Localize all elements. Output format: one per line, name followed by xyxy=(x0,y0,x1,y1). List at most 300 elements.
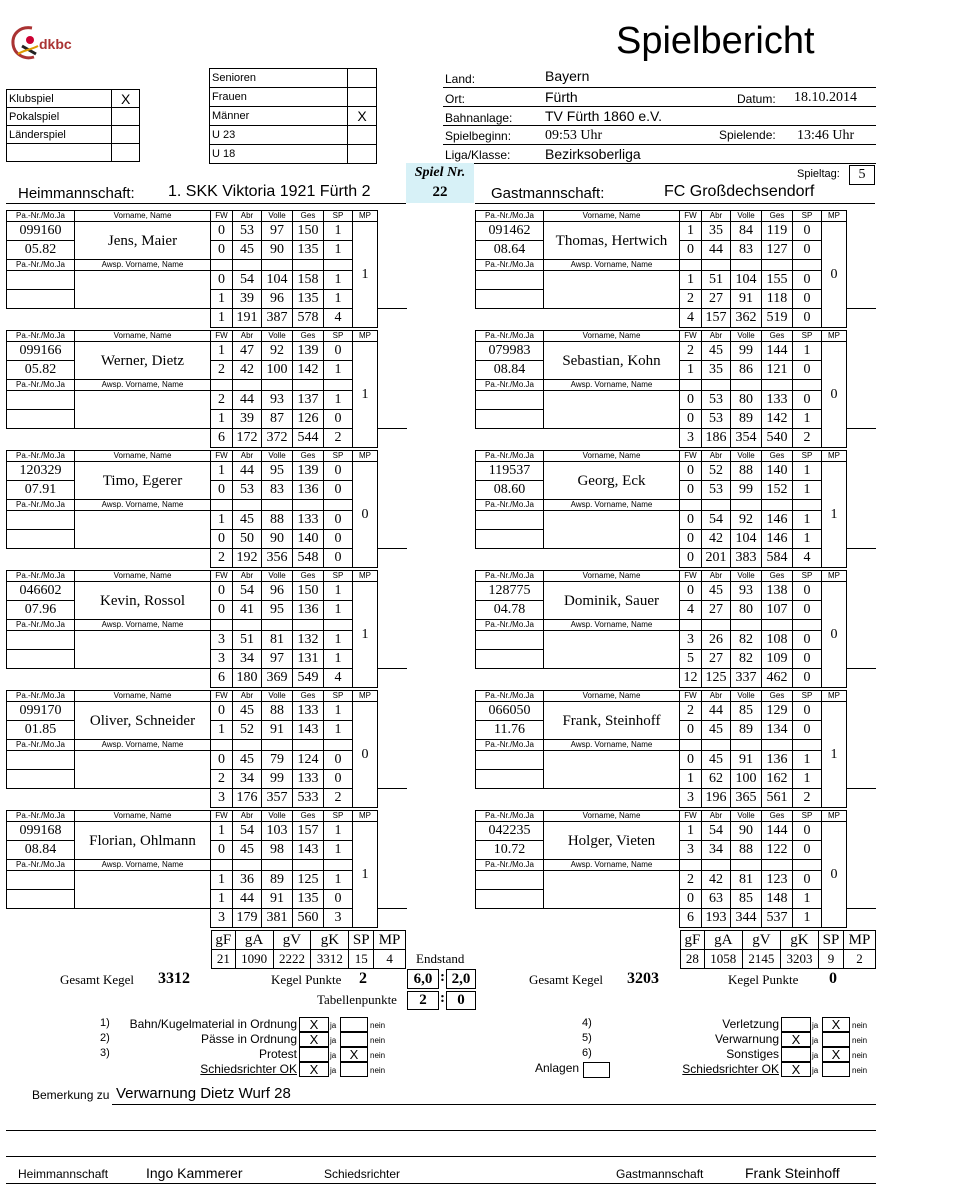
check-ja-label: ja xyxy=(330,1051,337,1060)
check-label: Verwarnung xyxy=(714,1032,779,1046)
match-type-checkbox[interactable]: X xyxy=(112,90,140,108)
col-fw-header: FW xyxy=(680,331,702,342)
throw-value: 140 xyxy=(293,530,324,549)
check-number: 2) xyxy=(100,1032,110,1044)
sub-name-header: Awsp. Vorname, Name xyxy=(544,860,680,871)
logo-text: dkbc xyxy=(39,36,72,52)
total-value: 3 xyxy=(680,789,702,808)
check-row xyxy=(100,1017,400,1032)
throw-value: 82 xyxy=(731,631,762,650)
check-label: Bahn/Kugelmaterial in Ordnung xyxy=(129,1017,297,1031)
throw-value: 133 xyxy=(293,770,324,789)
player-header-row xyxy=(476,331,877,342)
col-name-header: Vorname, Name xyxy=(75,211,211,222)
throw-value: 99 xyxy=(731,342,762,361)
total-value: 179 xyxy=(233,909,262,928)
empty-cell xyxy=(293,260,324,271)
throw-value: 0 xyxy=(324,530,353,549)
empty-cell xyxy=(762,620,793,631)
player-total-row xyxy=(7,789,408,808)
throw-value: 2 xyxy=(211,391,233,410)
empty-cell xyxy=(293,500,324,511)
empty-cell xyxy=(324,260,353,271)
player-birth: 08.60 xyxy=(476,481,544,500)
empty-cell xyxy=(293,620,324,631)
total-spacer xyxy=(7,669,211,688)
sub-pass-cell xyxy=(476,890,544,909)
throw-value: 2 xyxy=(211,361,233,380)
throw-value: 3 xyxy=(680,631,702,650)
total-value: 6 xyxy=(211,429,233,448)
bemerkung-label: Bemerkung zu xyxy=(32,1088,110,1102)
col-volle-header: Volle xyxy=(731,691,762,702)
col-volle-header: Volle xyxy=(262,211,293,222)
sub-pass-cell xyxy=(7,751,75,770)
throw-value: 0 xyxy=(793,721,822,740)
col-mp-header: MP xyxy=(822,811,847,822)
category-table xyxy=(209,68,377,164)
throw-value: 134 xyxy=(762,721,793,740)
check-nein-box[interactable]: X xyxy=(822,1047,850,1062)
check-nein-box[interactable] xyxy=(822,1062,850,1077)
throw-value: 1 xyxy=(324,650,353,669)
summary-label: gK xyxy=(311,931,349,950)
throw-value: 1 xyxy=(793,481,822,500)
throw-value: 95 xyxy=(262,462,293,481)
col-ges-header: Ges xyxy=(293,571,324,582)
col-mp-header: MP xyxy=(822,691,847,702)
player-header-row xyxy=(7,211,408,222)
check-ja-label: ja xyxy=(330,1036,337,1045)
throw-value: 27 xyxy=(702,650,731,669)
total-spacer xyxy=(7,429,211,448)
away-kegelpunkte-value: 0 xyxy=(829,970,837,987)
total-value: 4 xyxy=(324,669,353,688)
throw-value: 148 xyxy=(762,890,793,909)
throw-value: 54 xyxy=(233,271,262,290)
substitute-header-row xyxy=(476,620,877,631)
col-sp-header: SP xyxy=(324,451,353,462)
throw-value: 83 xyxy=(731,241,762,260)
throw-value: 97 xyxy=(262,222,293,241)
check-ja-box[interactable]: X xyxy=(781,1062,811,1077)
check-ja-box[interactable] xyxy=(299,1047,329,1062)
total-value: 186 xyxy=(702,429,731,448)
col-abr-header: Abr xyxy=(233,811,262,822)
player-header-row xyxy=(7,571,408,582)
player-total-row xyxy=(476,549,877,568)
total-value: 549 xyxy=(293,669,324,688)
player-pass-number: 042235 xyxy=(476,822,544,841)
sub-pass-cell xyxy=(476,271,544,290)
category-row xyxy=(210,145,377,164)
check-label: Schiedsrichter OK xyxy=(200,1062,297,1076)
throw-value: 93 xyxy=(262,391,293,410)
summary-label: gK xyxy=(780,931,818,950)
throw-value: 88 xyxy=(731,841,762,860)
throw-value: 0 xyxy=(793,241,822,260)
sub-name-cell xyxy=(75,751,211,789)
player-total-row xyxy=(7,549,408,568)
throw-value: 0 xyxy=(680,751,702,770)
player-row xyxy=(7,871,408,890)
anlagen-box[interactable] xyxy=(583,1062,610,1078)
check-nein-label: nein xyxy=(370,1021,386,1030)
throw-value: 45 xyxy=(702,342,731,361)
check-ja-box[interactable]: X xyxy=(299,1032,329,1047)
summary-label: gV xyxy=(742,931,780,950)
player-birth: 01.85 xyxy=(7,721,75,740)
check-label: Pässe in Ordnung xyxy=(200,1032,297,1046)
throw-value: 80 xyxy=(731,391,762,410)
throw-value: 96 xyxy=(262,582,293,601)
col-sp-header: SP xyxy=(793,691,822,702)
empty-cell xyxy=(233,260,262,271)
player-mp: 0 xyxy=(822,582,847,688)
throw-value: 104 xyxy=(262,271,293,290)
throw-value: 2 xyxy=(680,702,702,721)
throw-value: 0 xyxy=(324,342,353,361)
summary-value: 21 xyxy=(212,950,236,969)
player-name: Oliver, Schneider xyxy=(75,702,211,740)
throw-value: 97 xyxy=(262,650,293,669)
sub-pass-cell xyxy=(476,511,544,530)
check-ja-box[interactable] xyxy=(781,1047,811,1062)
sub-pass-cell xyxy=(7,770,75,789)
throw-value: 1 xyxy=(211,721,233,740)
empty-cell xyxy=(680,860,702,871)
throw-value: 54 xyxy=(233,582,262,601)
col-mp-header: MP xyxy=(822,331,847,342)
away-player-block xyxy=(475,210,876,328)
total-value: 561 xyxy=(762,789,793,808)
player-mp: 1 xyxy=(353,342,378,448)
player-header-row xyxy=(7,451,408,462)
col-volle-header: Volle xyxy=(731,451,762,462)
throw-value: 129 xyxy=(762,702,793,721)
throw-value: 44 xyxy=(233,462,262,481)
throw-value: 98 xyxy=(262,841,293,860)
check-row xyxy=(100,1032,400,1047)
col-abr-header: Abr xyxy=(702,811,731,822)
check-nein-box[interactable]: X xyxy=(822,1017,850,1032)
check-nein-box[interactable] xyxy=(822,1032,850,1047)
sub-name-header: Awsp. Vorname, Name xyxy=(75,860,211,871)
player-table xyxy=(6,330,407,448)
total-spacer xyxy=(7,309,211,328)
total-value: 0 xyxy=(793,309,822,328)
sub-pass-cell xyxy=(7,530,75,549)
home-player-block xyxy=(6,450,407,568)
col-abr-header: Abr xyxy=(702,571,731,582)
throw-value: 1 xyxy=(680,770,702,789)
sub-pass-cell xyxy=(476,391,544,410)
empty-cell xyxy=(702,380,731,391)
sub-name-header: Awsp. Vorname, Name xyxy=(544,740,680,751)
check-ja-box[interactable]: X xyxy=(299,1017,329,1032)
sub-pass-cell xyxy=(476,770,544,789)
sub-name-header: Awsp. Vorname, Name xyxy=(75,380,211,391)
col-mp-header: MP xyxy=(353,811,378,822)
player-mp: 1 xyxy=(822,702,847,808)
total-value: 533 xyxy=(293,789,324,808)
category-label: U 23 xyxy=(210,126,348,145)
bahnanlage-value: TV Fürth 1860 e.V. xyxy=(545,108,662,124)
sub-pa-header: Pa.-Nr./Mo.Ja xyxy=(7,740,75,751)
col-name-header: Vorname, Name xyxy=(544,691,680,702)
col-name-header: Vorname, Name xyxy=(75,571,211,582)
throw-value: 0 xyxy=(324,511,353,530)
player-birth: 08.84 xyxy=(7,841,75,860)
sub-pass-cell xyxy=(476,290,544,309)
datum-value: 18.10.2014 xyxy=(794,90,857,105)
empty-cell xyxy=(680,740,702,751)
throw-value: 0 xyxy=(680,721,702,740)
check-nein-label: nein xyxy=(370,1066,386,1075)
total-value: 2 xyxy=(324,789,353,808)
player-mp: 1 xyxy=(353,582,378,688)
away-player-block xyxy=(475,570,876,688)
player-birth: 11.76 xyxy=(476,721,544,740)
total-value: 2 xyxy=(793,429,822,448)
throw-value: 36 xyxy=(233,871,262,890)
throw-value: 82 xyxy=(731,650,762,669)
throw-value: 51 xyxy=(233,631,262,650)
player-header-row xyxy=(476,211,877,222)
throw-value: 135 xyxy=(293,241,324,260)
total-value: 4 xyxy=(324,309,353,328)
logo xyxy=(10,24,90,68)
player-name: Frank, Steinhoff xyxy=(544,702,680,740)
throw-value: 140 xyxy=(762,462,793,481)
col-name-header: Vorname, Name xyxy=(544,451,680,462)
player-total-row xyxy=(7,909,408,928)
empty-cell xyxy=(762,380,793,391)
total-spacer xyxy=(476,309,680,328)
match-type-label: Klubspiel xyxy=(7,90,112,108)
empty-cell xyxy=(702,260,731,271)
player-pass-number: 091462 xyxy=(476,222,544,241)
check-ja-box[interactable] xyxy=(781,1017,811,1032)
throw-value: 45 xyxy=(233,511,262,530)
sub-name-cell xyxy=(75,511,211,549)
col-mp-header: MP xyxy=(353,331,378,342)
throw-value: 0 xyxy=(211,751,233,770)
sub-pass-cell xyxy=(476,631,544,650)
total-spacer xyxy=(847,909,877,928)
match-type-checkbox[interactable] xyxy=(112,108,140,126)
sub-pass-cell xyxy=(7,290,75,309)
category-checkbox[interactable] xyxy=(348,145,377,164)
player-total-row xyxy=(7,309,408,328)
col-ges-header: Ges xyxy=(293,331,324,342)
col-name-header: Vorname, Name xyxy=(75,811,211,822)
empty-cell xyxy=(262,860,293,871)
player-row xyxy=(476,822,877,841)
empty-cell xyxy=(324,860,353,871)
col-abr-header: Abr xyxy=(702,451,731,462)
throw-value: 0 xyxy=(793,361,822,380)
empty-cell xyxy=(793,260,822,271)
check-row xyxy=(100,1047,400,1062)
throw-value: 45 xyxy=(702,721,731,740)
player-row xyxy=(7,631,408,650)
match-type-checkbox[interactable] xyxy=(112,144,140,162)
player-birth: 08.64 xyxy=(476,241,544,260)
throw-value: 0 xyxy=(793,702,822,721)
sub-name-cell xyxy=(544,751,680,789)
substitute-header-row xyxy=(7,500,408,511)
substitute-header-row xyxy=(476,260,877,271)
substitute-header-row xyxy=(7,620,408,631)
empty-cell xyxy=(793,500,822,511)
match-type-checkbox[interactable] xyxy=(112,126,140,144)
check-row xyxy=(582,1062,882,1077)
col-pa-header: Pa.-Nr./Mo.Ja xyxy=(476,571,544,582)
home-player-block xyxy=(6,810,407,928)
total-value: 387 xyxy=(262,309,293,328)
col-pa-header: Pa.-Nr./Mo.Ja xyxy=(476,331,544,342)
check-nein-box[interactable]: X xyxy=(340,1047,368,1062)
check-ja-label: ja xyxy=(812,1021,819,1030)
player-name: Jens, Maier xyxy=(75,222,211,260)
total-value: 519 xyxy=(762,309,793,328)
col-volle-header: Volle xyxy=(262,331,293,342)
total-value: 462 xyxy=(762,669,793,688)
total-spacer xyxy=(847,789,877,808)
spieltag-value: 5 xyxy=(849,165,875,185)
player-row xyxy=(476,631,877,650)
total-value: 196 xyxy=(702,789,731,808)
check-nein-box[interactable] xyxy=(340,1017,368,1032)
throw-value: 2 xyxy=(680,290,702,309)
player-birth: 07.96 xyxy=(7,601,75,620)
category-checkbox[interactable]: X xyxy=(348,107,377,126)
check-row xyxy=(582,1032,882,1047)
total-spacer xyxy=(847,669,877,688)
throw-value: 137 xyxy=(293,391,324,410)
throw-value: 39 xyxy=(233,290,262,309)
sub-name-header: Awsp. Vorname, Name xyxy=(544,260,680,271)
sub-name-cell xyxy=(75,871,211,909)
player-table xyxy=(6,210,407,328)
check-row xyxy=(100,1062,400,1077)
throw-value: 95 xyxy=(262,601,293,620)
col-fw-header: FW xyxy=(680,571,702,582)
throw-value: 0 xyxy=(211,601,233,620)
throw-value: 45 xyxy=(233,241,262,260)
throw-value: 0 xyxy=(211,271,233,290)
summary-label: SP xyxy=(818,931,843,950)
col-sp-header: SP xyxy=(324,571,353,582)
check-nein-box[interactable] xyxy=(340,1062,368,1077)
throw-value: 126 xyxy=(293,410,324,429)
col-volle-header: Volle xyxy=(262,691,293,702)
throw-value: 45 xyxy=(233,702,262,721)
spielende-value: 13:46 Uhr xyxy=(797,128,855,143)
throw-value: 44 xyxy=(233,391,262,410)
check-nein-label: nein xyxy=(370,1051,386,1060)
tabellen-home: 2 xyxy=(407,991,439,1010)
throw-value: 135 xyxy=(293,290,324,309)
player-birth: 07.91 xyxy=(7,481,75,500)
check-ja-label: ja xyxy=(812,1051,819,1060)
col-fw-header: FW xyxy=(211,211,233,222)
throw-value: 89 xyxy=(262,871,293,890)
empty-cell xyxy=(211,260,233,271)
category-row xyxy=(210,107,377,126)
check-ja-box[interactable]: X xyxy=(299,1062,329,1077)
sub-pass-cell xyxy=(7,890,75,909)
empty-cell xyxy=(680,620,702,631)
check-ja-box[interactable]: X xyxy=(781,1032,811,1047)
category-checkbox[interactable] xyxy=(348,88,377,107)
col-pa-header: Pa.-Nr./Mo.Ja xyxy=(7,691,75,702)
player-pass-number: 128775 xyxy=(476,582,544,601)
player-row xyxy=(476,511,877,530)
throw-value: 90 xyxy=(731,822,762,841)
score-separator: : xyxy=(440,969,445,985)
check-number: 4) xyxy=(582,1017,592,1029)
category-checkbox[interactable] xyxy=(348,69,377,88)
empty-cell xyxy=(324,620,353,631)
total-value: 357 xyxy=(262,789,293,808)
sub-pass-cell xyxy=(7,410,75,429)
sub-name-header: Awsp. Vorname, Name xyxy=(75,620,211,631)
empty-cell xyxy=(702,740,731,751)
sub-name-cell xyxy=(544,511,680,549)
total-value: 176 xyxy=(233,789,262,808)
total-value: 356 xyxy=(262,549,293,568)
land-value: Bayern xyxy=(545,68,590,84)
throw-value: 136 xyxy=(293,601,324,620)
throw-value: 53 xyxy=(702,410,731,429)
summary-label: MP xyxy=(843,931,875,950)
col-mp-header: MP xyxy=(353,571,378,582)
throw-value: 52 xyxy=(702,462,731,481)
category-row xyxy=(210,69,377,88)
player-row xyxy=(476,342,877,361)
throw-value: 131 xyxy=(293,650,324,669)
substitute-header-row xyxy=(7,260,408,271)
player-birth: 04.78 xyxy=(476,601,544,620)
total-value: 3 xyxy=(211,789,233,808)
empty-cell xyxy=(262,500,293,511)
category-checkbox[interactable] xyxy=(348,126,377,145)
spielende-label: Spielende: xyxy=(719,128,776,142)
throw-value: 96 xyxy=(262,290,293,309)
player-total-row xyxy=(7,429,408,448)
liga-label: Liga/Klasse: xyxy=(445,148,511,162)
col-abr-header: Abr xyxy=(702,331,731,342)
throw-value: 89 xyxy=(731,410,762,429)
throw-value: 53 xyxy=(702,481,731,500)
score-away: 2,0 xyxy=(446,969,476,989)
check-label: Verletzung xyxy=(722,1017,779,1031)
throw-value: 90 xyxy=(262,530,293,549)
player-row xyxy=(7,511,408,530)
check-label: Protest xyxy=(258,1047,297,1061)
throw-value: 139 xyxy=(293,342,324,361)
empty-cell xyxy=(731,380,762,391)
col-mp-header: MP xyxy=(822,211,847,222)
throw-value: 0 xyxy=(793,650,822,669)
check-nein-box[interactable] xyxy=(340,1032,368,1047)
total-value: 537 xyxy=(762,909,793,928)
throw-value: 1 xyxy=(324,222,353,241)
throw-value: 51 xyxy=(702,271,731,290)
player-header-row xyxy=(476,451,877,462)
